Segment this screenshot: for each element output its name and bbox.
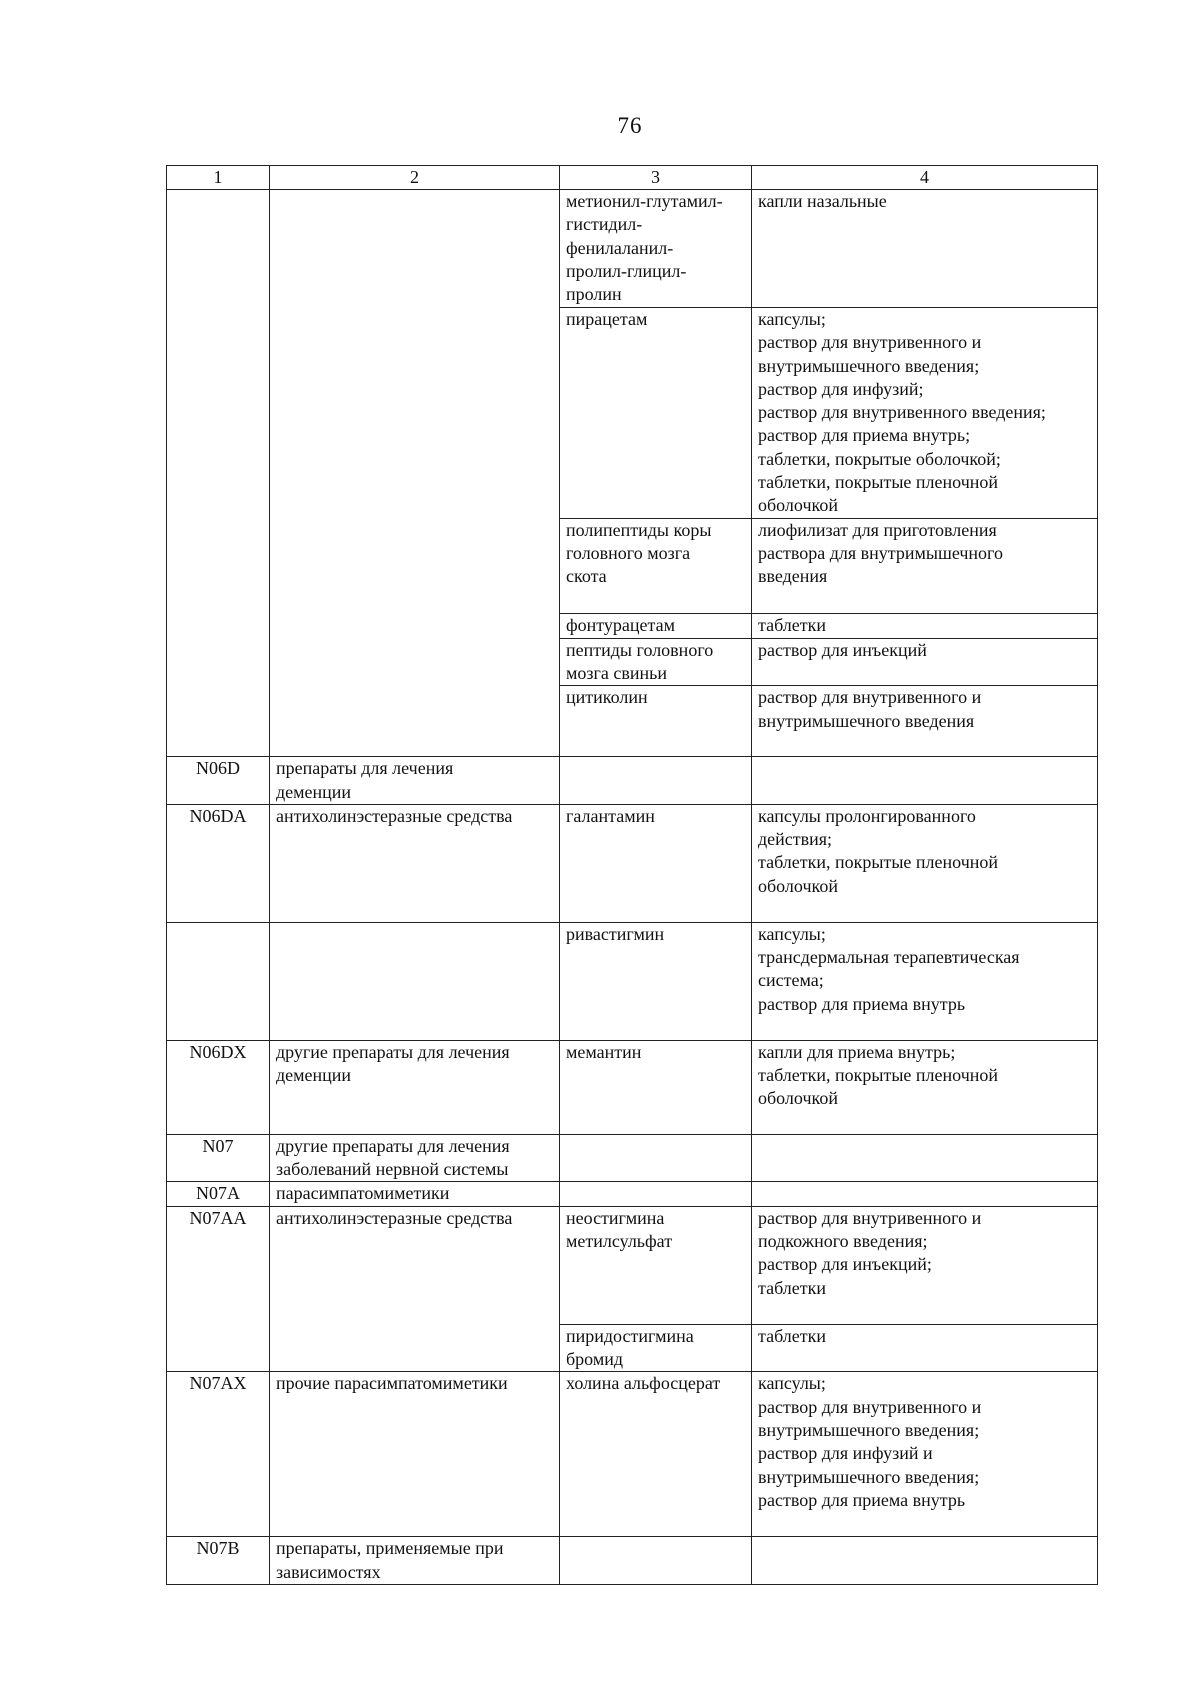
dosage-forms-cell: таблетки — [752, 613, 1098, 638]
group-cell — [270, 190, 560, 757]
table-row — [167, 804, 1098, 922]
atc-code-cell: N07B — [167, 1537, 270, 1585]
dosage-forms-cell: капсулы; раствор для внутривенного и внутримышечного введения; раствор для инфузий и внутримышечного введения; раствор для приема внутрь — [752, 1372, 1098, 1537]
table-row — [167, 922, 1098, 1040]
atc-code-cell: N07 — [167, 1134, 270, 1182]
substance-cell: метионил-глутамил- гистидил- фенилаланил- пролил-глицил- пролин — [560, 190, 752, 308]
substance-cell: неостигмина метилсульфат — [560, 1206, 752, 1324]
group-cell — [270, 922, 560, 1040]
column-header: 2 — [270, 166, 560, 190]
table-row — [167, 1040, 1098, 1134]
atc-code-cell: N07AA — [167, 1206, 270, 1372]
dosage-forms-cell: капсулы пролонгированного действия; таблетки, покрытые пленочной оболочкой — [752, 804, 1098, 922]
table-header-row — [167, 166, 1098, 190]
table-row — [167, 1134, 1098, 1182]
page-number: 76 — [617, 113, 643, 138]
column-header: 1 — [167, 166, 270, 190]
table-row — [167, 1182, 1098, 1206]
table-row — [167, 757, 1098, 805]
substance-cell: пирацетам — [560, 308, 752, 519]
atc-code-cell: N06DX — [167, 1040, 270, 1134]
substance-cell: пептиды головного мозга свиньи — [560, 638, 752, 686]
atc-code-cell: N07A — [167, 1182, 270, 1206]
substance-cell — [560, 1182, 752, 1206]
group-cell: парасимпатомиметики — [270, 1182, 560, 1206]
group-cell: прочие парасимпатомиметики — [270, 1372, 560, 1537]
substance-cell: холина альфосцерат — [560, 1372, 752, 1537]
table-row — [167, 1372, 1098, 1537]
dosage-forms-cell — [752, 757, 1098, 805]
group-cell: препараты для лечения деменции — [270, 757, 560, 805]
atc-code-cell — [167, 922, 270, 1040]
substance-cell — [560, 757, 752, 805]
substance-cell: фонтурацетам — [560, 613, 752, 638]
group-cell: антихолинэстеразные средства — [270, 804, 560, 922]
substance-cell: пиридостигмина бромид — [560, 1324, 752, 1372]
dosage-forms-cell — [752, 1182, 1098, 1206]
dosage-forms-cell: капли для приема внутрь; таблетки, покрытые пленочной оболочкой — [752, 1040, 1098, 1134]
dosage-forms-cell: капли назальные — [752, 190, 1098, 308]
substance-cell: полипептиды коры головного мозга скота — [560, 518, 752, 613]
table-row — [167, 1206, 1098, 1324]
column-header: 4 — [752, 166, 1098, 190]
dosage-forms-cell: таблетки — [752, 1324, 1098, 1372]
group-cell: другие препараты для лечения заболеваний нервной системы — [270, 1134, 560, 1182]
dosage-forms-cell: капсулы; трансдермальная терапевтическая система; раствор для приема внутрь — [752, 922, 1098, 1040]
substance-cell: галантамин — [560, 804, 752, 922]
dosage-forms-cell: раствор для внутривенного и внутримышечного введения — [752, 686, 1098, 757]
group-cell: антихолинэстеразные средства — [270, 1206, 560, 1372]
dosage-forms-cell — [752, 1537, 1098, 1585]
column-header: 3 — [560, 166, 752, 190]
dosage-forms-cell: раствор для внутривенного и подкожного введения; раствор для инъекций; таблетки — [752, 1206, 1098, 1324]
table-row — [167, 1537, 1098, 1585]
group-cell: другие препараты для лечения деменции — [270, 1040, 560, 1134]
atc-code-cell: N06DA — [167, 804, 270, 922]
group-cell: препараты, применяемые при зависимостях — [270, 1537, 560, 1585]
substance-cell: цитиколин — [560, 686, 752, 757]
atc-code-cell: N06D — [167, 757, 270, 805]
dosage-forms-cell: лиофилизат для приготовления раствора для внутримышечного введения — [752, 518, 1098, 613]
substance-cell — [560, 1537, 752, 1585]
atc-code-cell: N07AX — [167, 1372, 270, 1537]
atc-code-cell — [167, 190, 270, 757]
dosage-forms-cell: раствор для инъекций — [752, 638, 1098, 686]
dosage-forms-cell: капсулы; раствор для внутривенного и внутримышечного введения; раствор для инфузий; раствор для внутривенного введения; раствор для приема внутрь; таблетки, покрытые оболочкой; таблетки, покрытые пленочной оболочкой — [752, 308, 1098, 519]
substance-cell: ривастигмин — [560, 922, 752, 1040]
drug-table — [166, 165, 1098, 1585]
substance-cell: мемантин — [560, 1040, 752, 1134]
table-row — [167, 190, 1098, 308]
dosage-forms-cell — [752, 1134, 1098, 1182]
substance-cell — [560, 1134, 752, 1182]
